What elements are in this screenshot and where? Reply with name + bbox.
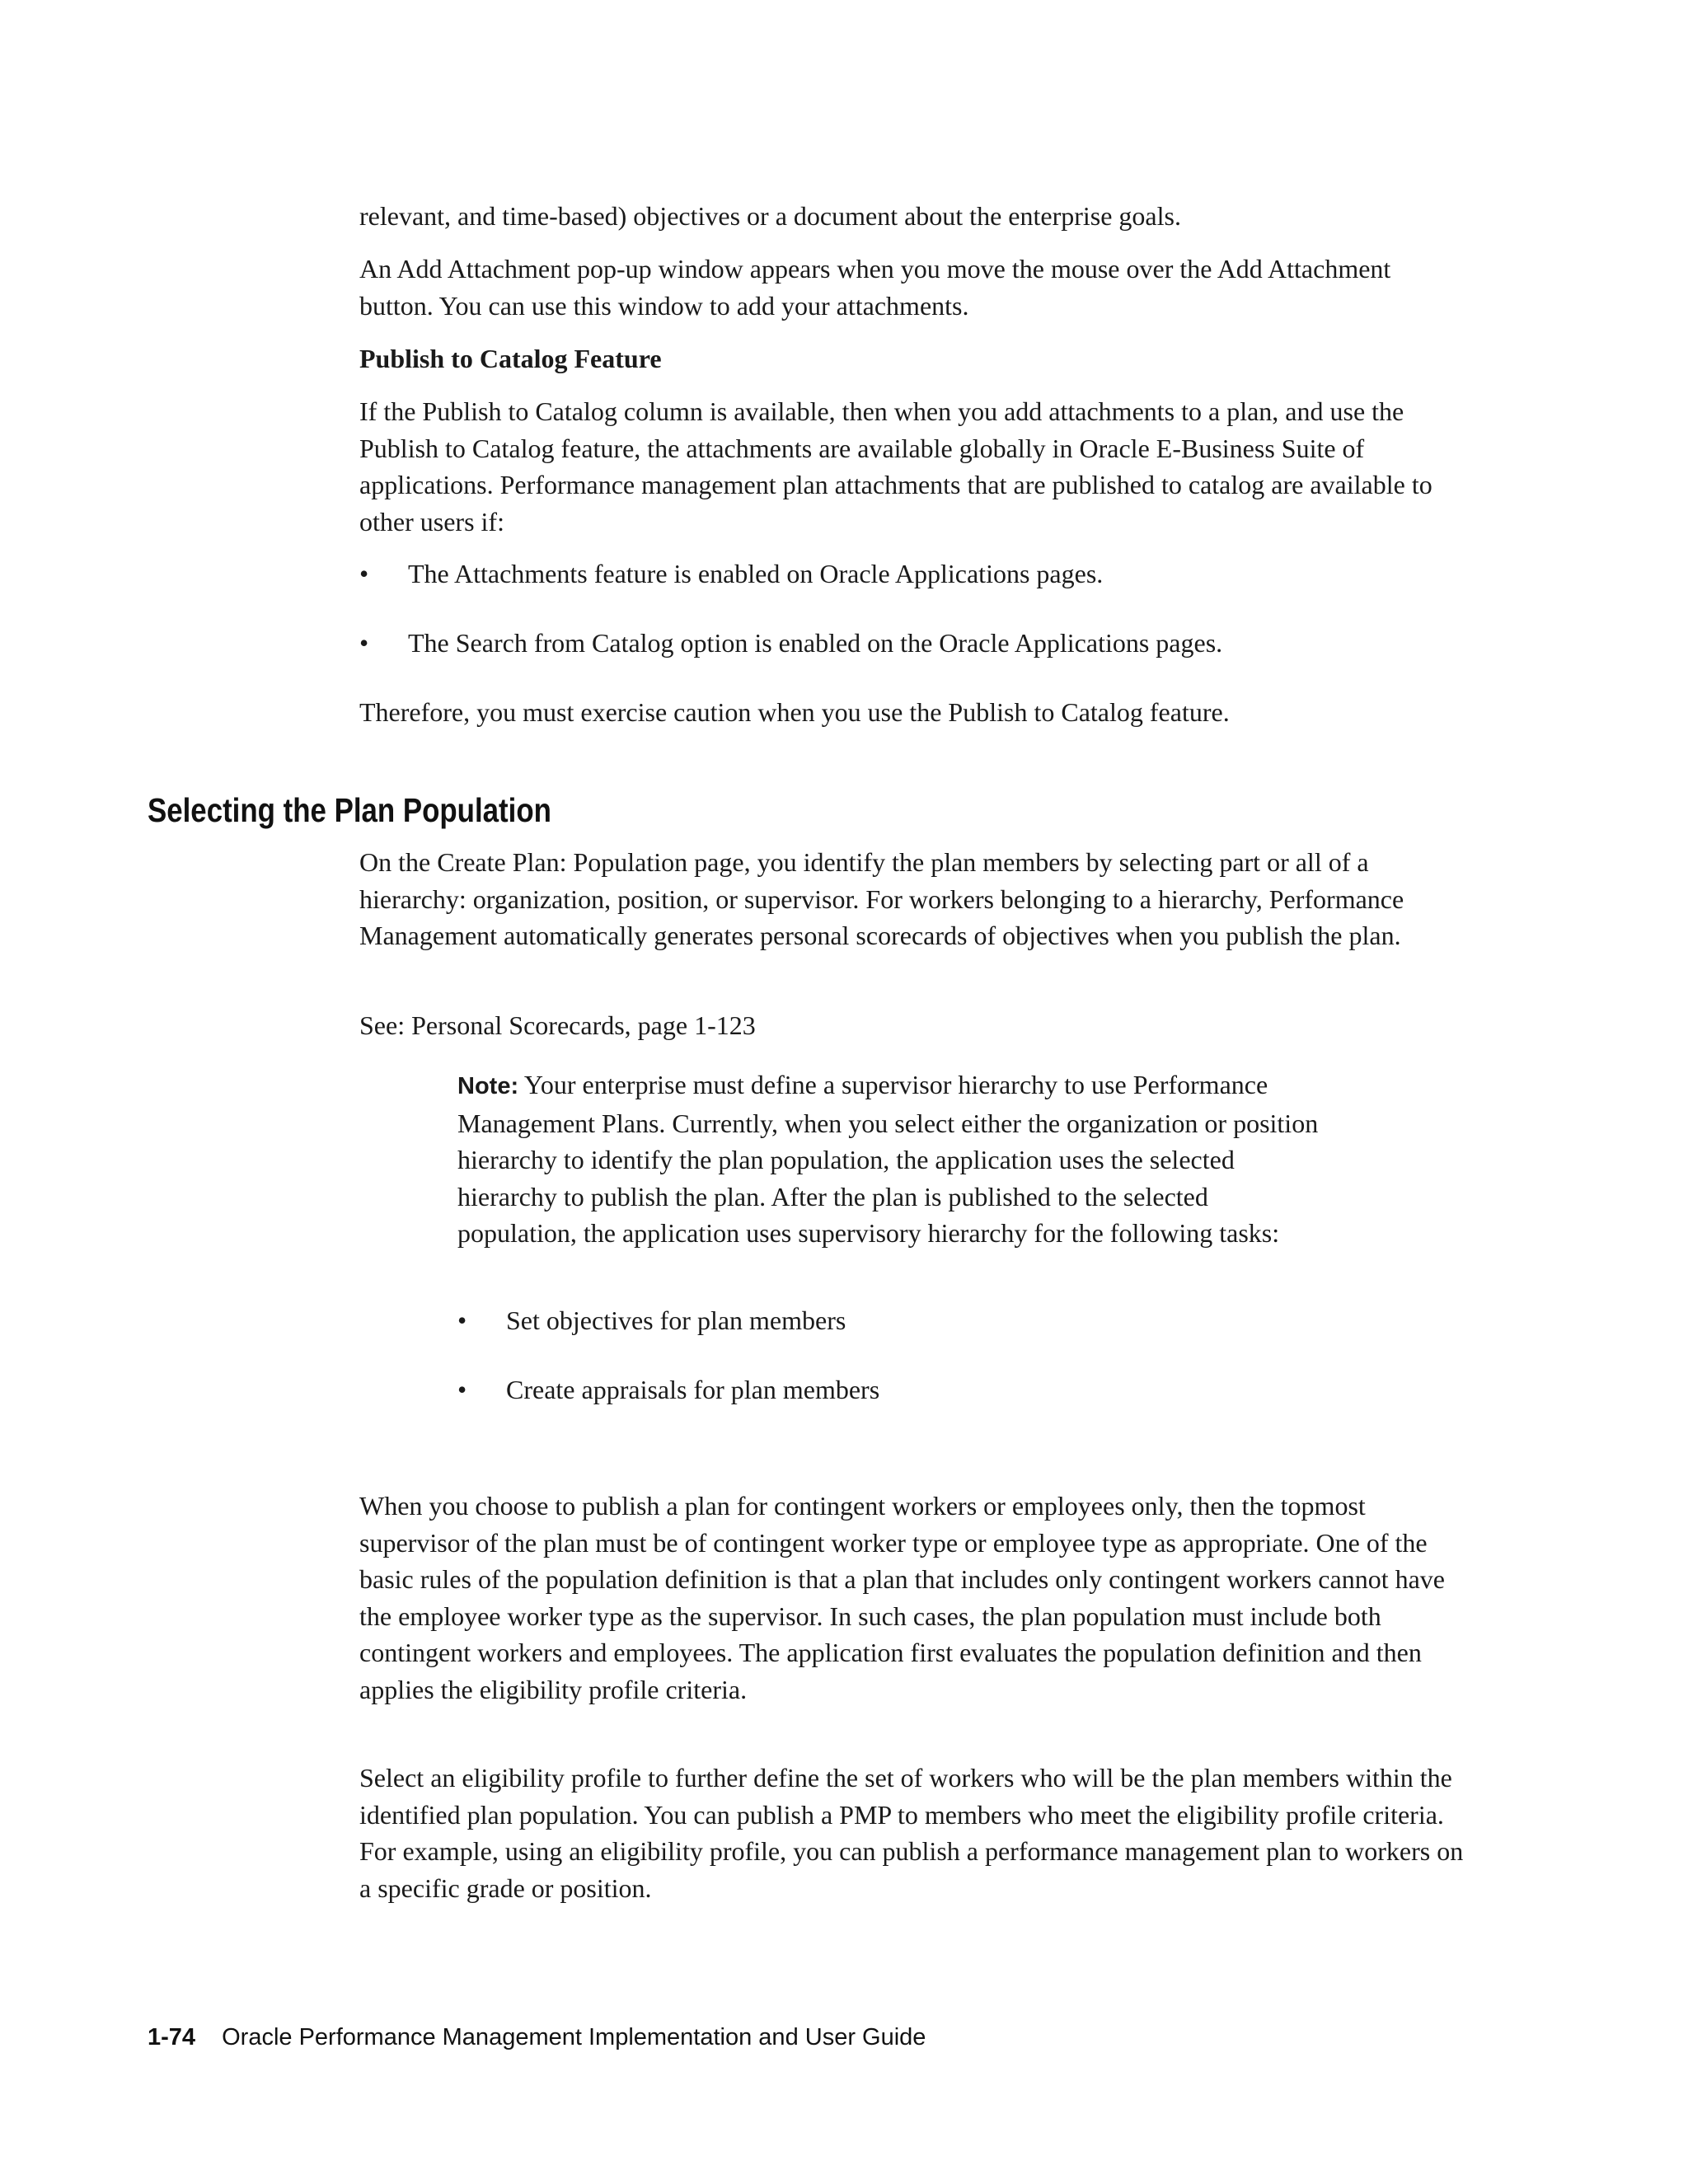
publish-catalog-subheading: Publish to Catalog Feature [359,344,662,373]
contingent-workers-paragraph: When you choose to publish a plan for contingent workers or employees only, then the topmost supervisor of the plan must be of contingent worker type or employee type as appropriate. One of the basic rules of the population definition is that a plan that includes only contingent workers cannot have the employee worker type as the supervisor. In such cases, the plan population must include both contingent workers and employees. The application first evaluates the population definition and then applies the eligibility profile criteria. [359,1491,1445,1704]
list-item-text: The Attachments feature is enabled on Oracle Applications pages. [408,559,1104,588]
caution-paragraph: Therefore, you must exercise caution when you use the Publish to Catalog feature. [359,697,1230,727]
page-number: 1-74 [148,2024,196,2050]
note-label: Note: [457,1073,519,1099]
book-title: Oracle Performance Management Implementation and User Guide [222,2024,926,2050]
note-box [457,1066,1331,1252]
bullet-icon: • [359,559,369,588]
note-text: Your enterprise must define a supervisor hierarchy to use Performance Management Plans. Currently, when you select either the organization or position hierarchy to identify the plan population, the application uses the selected hierarchy to publish the plan. After the plan is published to the selected population, the application uses supervisory hierarchy for the following tasks: [457,1070,1319,1248]
list-item-text: Set objectives for plan members [506,1305,846,1335]
list-item [457,1302,1331,1339]
list-item-text: The Search from Catalog option is enabled on the Oracle Applications pages. [408,628,1223,658]
list-item [359,625,1464,662]
continuation-paragraph: relevant, and time-based) objectives or a document about the enterprise goals. [359,201,1181,231]
bullet-icon: • [457,1375,467,1404]
list-item [359,555,1464,593]
eligibility-profile-paragraph: Select an eligibility profile to further define the set of workers who will be the plan members within the identified plan population. You can publish a PMP to members who meet the eligibility profile criteria. For example, using an eligibility profile, you can publish a performance management plan to workers on a specific grade or position. [359,1763,1464,1903]
list-item [457,1371,1331,1408]
page-footer [148,2021,926,2054]
publish-catalog-paragraph: If the Publish to Catalog column is available, then when you add attachments to a plan, and use the Publish to Catalog feature, the attachments are available globally in Oracle E-Business Suite of applications. Performance management plan attachments that are published to catalog are available to other users if: [359,396,1432,537]
bullet-icon: • [359,628,369,658]
population-intro-paragraph: On the Create Plan: Population page, you identify the plan members by selecting part or all of a hierarchy: organization, position, or supervisor. For workers belonging to a hierarchy, Performance Management automatically generates personal scorecards of objectives when you publish the plan. [359,847,1404,950]
list-item-text: Create appraisals for plan members [506,1375,880,1404]
bullet-icon: • [457,1305,467,1335]
section-heading: Selecting the Plan Population [148,791,551,829]
see-reference-line: See: Personal Scorecards, page 1-123 [359,1010,756,1040]
add-attachment-paragraph: An Add Attachment pop-up window appears when you move the mouse over the Add Attachment button. You can use this window to add your attachments. [359,254,1391,321]
